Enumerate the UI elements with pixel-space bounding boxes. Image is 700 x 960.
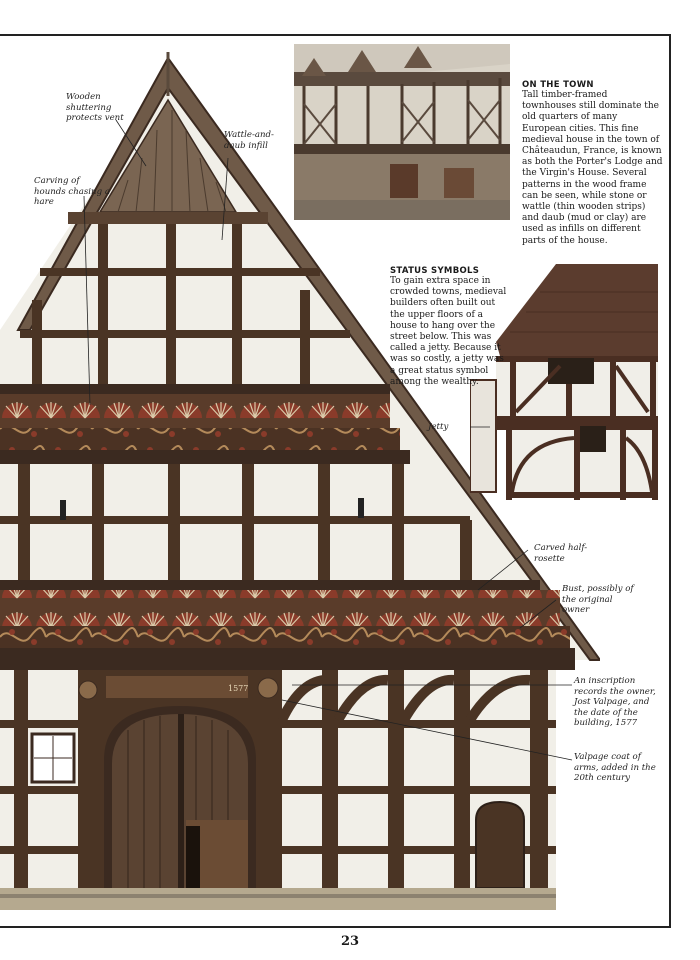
town-body: Tall timber-framed townhouses still dominate the old quarters of many European cities. This fine medieval house in the town of Châteaudun, France, is known as both the Porter's Lodge and the Virgin's House. Several patterns in the wood frame can be seen, while stone or wattle (thin wooden strips) and daub (mud or clay) are used as infills on different parts of the house. <box>522 90 663 246</box>
chateaudun-house-photo <box>294 44 510 220</box>
label-wooden-shuttering: Wooden shuttering protects vent <box>66 92 124 123</box>
label-wattle-daub: Wattle-and-daub infill <box>224 130 274 151</box>
page-number: 23 <box>340 934 360 949</box>
status-heading: STATUS SYMBOLS <box>390 266 480 276</box>
inscription-date: 1577 <box>228 684 249 693</box>
label-hounds: Carving of hounds chasing a hare <box>34 176 110 207</box>
status-section <box>390 266 510 388</box>
status-body: To gain extra space in crowded towns, medieval builders often built out the upper floors of a house to hang over the street below. This was called a jetty. Because it was so costly, a jetty was a great status symbol among the wealthy. <box>390 276 507 387</box>
label-inscription: An inscription records the owner, Jost Valpage, and the date of the building, 1577 <box>574 676 656 728</box>
label-coat-of-arms: Valpage coat of arms, added in the 20th century <box>574 752 656 783</box>
label-half-rosette: Carved half-rosette <box>534 543 588 564</box>
label-jetty: Jetty <box>428 422 449 432</box>
label-bust: Bust, possibly of the original owner <box>562 584 634 615</box>
town-section <box>522 80 664 247</box>
town-heading: ON THE TOWN <box>522 80 594 90</box>
